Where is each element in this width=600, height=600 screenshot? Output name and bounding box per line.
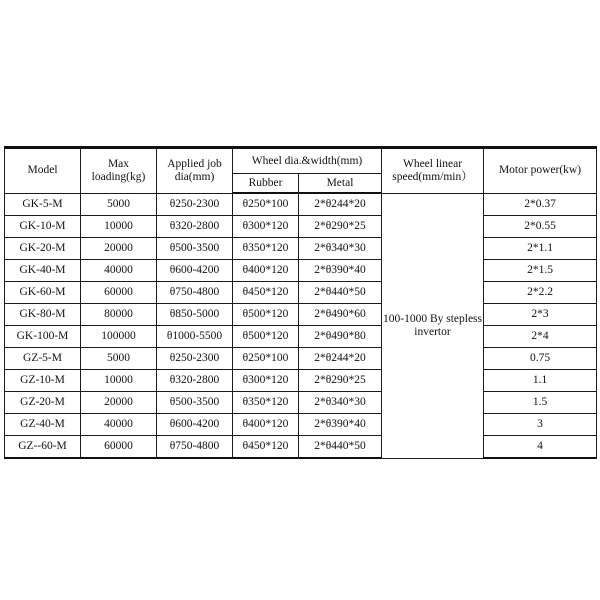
cell-max-loading: 10000: [81, 370, 157, 392]
cell-max-loading: 100000: [81, 326, 157, 348]
cell-model: GK-100-M: [5, 326, 81, 348]
cell-applied-job-dia: θ320-2800: [157, 216, 233, 238]
header-wheel-dia-width: Wheel dia.&width(mm): [233, 148, 382, 174]
table-row: [5, 216, 597, 238]
cell-wheel-metal: 2*θ340*30: [299, 392, 382, 414]
cell-wheel-rubber: θ500*120: [233, 304, 299, 326]
cell-wheel-metal: 2*θ290*25: [299, 216, 382, 238]
cell-wheel-metal: 2*θ340*30: [299, 238, 382, 260]
cell-max-loading: 60000: [81, 282, 157, 304]
table-row: [5, 414, 597, 436]
header-wheel-linear-speed: Wheel linear speed(mm/min）: [382, 148, 484, 194]
cell-motor-power: 4: [484, 436, 597, 459]
table-body: [5, 193, 597, 458]
cell-wheel-metal: 2*θ490*80: [299, 326, 382, 348]
cell-applied-job-dia: θ750-4800: [157, 282, 233, 304]
table-row: [5, 436, 597, 459]
cell-max-loading: 80000: [81, 304, 157, 326]
table-row: [5, 370, 597, 392]
cell-wheel-rubber: θ450*120: [233, 436, 299, 459]
spec-table: [4, 146, 597, 459]
table-row: [5, 193, 597, 216]
cell-wheel-rubber: θ300*120: [233, 370, 299, 392]
cell-wheel-rubber: θ400*120: [233, 414, 299, 436]
header-model: Model: [5, 148, 81, 194]
cell-motor-power: 2*1.5: [484, 260, 597, 282]
header-max-loading: Max loading(kg): [81, 148, 157, 194]
cell-applied-job-dia: θ750-4800: [157, 436, 233, 459]
cell-max-loading: 5000: [81, 348, 157, 370]
cell-applied-job-dia: θ320-2800: [157, 370, 233, 392]
cell-wheel-metal: 2*θ244*20: [299, 348, 382, 370]
cell-wheel-linear-speed: 100-1000 By stepless invertor: [382, 193, 484, 458]
cell-model: GK-20-M: [5, 238, 81, 260]
header-metal: Metal: [299, 174, 382, 194]
cell-applied-job-dia: θ250-2300: [157, 193, 233, 216]
cell-applied-job-dia: θ850-5000: [157, 304, 233, 326]
cell-wheel-metal: 2*θ290*25: [299, 370, 382, 392]
cell-wheel-rubber: θ300*120: [233, 216, 299, 238]
cell-wheel-rubber: θ400*120: [233, 260, 299, 282]
cell-motor-power: 1.1: [484, 370, 597, 392]
table-row: [5, 392, 597, 414]
cell-max-loading: 60000: [81, 436, 157, 459]
cell-wheel-metal: 2*θ390*40: [299, 414, 382, 436]
header-rubber: Rubber: [233, 174, 299, 194]
cell-wheel-rubber: θ350*120: [233, 238, 299, 260]
cell-applied-job-dia: θ600-4200: [157, 260, 233, 282]
cell-model: GK-5-M: [5, 193, 81, 216]
table-row: [5, 282, 597, 304]
cell-max-loading: 5000: [81, 193, 157, 216]
table-row: [5, 326, 597, 348]
cell-model: GZ-40-M: [5, 414, 81, 436]
cell-applied-job-dia: θ600-4200: [157, 414, 233, 436]
cell-wheel-metal: 2*θ244*20: [299, 193, 382, 216]
cell-wheel-metal: 2*θ390*40: [299, 260, 382, 282]
cell-motor-power: 1.5: [484, 392, 597, 414]
cell-max-loading: 40000: [81, 260, 157, 282]
cell-applied-job-dia: θ250-2300: [157, 348, 233, 370]
cell-applied-job-dia: θ1000-5500: [157, 326, 233, 348]
cell-wheel-metal: 2*θ440*50: [299, 436, 382, 459]
cell-wheel-metal: 2*θ490*60: [299, 304, 382, 326]
cell-model: GZ--60-M: [5, 436, 81, 459]
table-row: [5, 260, 597, 282]
cell-max-loading: 20000: [81, 392, 157, 414]
table-row: [5, 348, 597, 370]
header-applied-job-dia: Applied job dia(mm): [157, 148, 233, 194]
header-motor-power: Motor power(kw): [484, 148, 597, 194]
cell-applied-job-dia: θ500-3500: [157, 392, 233, 414]
cell-wheel-rubber: θ250*100: [233, 348, 299, 370]
cell-model: GZ-10-M: [5, 370, 81, 392]
cell-max-loading: 40000: [81, 414, 157, 436]
cell-wheel-rubber: θ450*120: [233, 282, 299, 304]
cell-motor-power: 2*2.2: [484, 282, 597, 304]
cell-applied-job-dia: θ500-3500: [157, 238, 233, 260]
cell-wheel-metal: 2*θ440*50: [299, 282, 382, 304]
cell-wheel-rubber: θ250*100: [233, 193, 299, 216]
cell-model: GK-40-M: [5, 260, 81, 282]
cell-motor-power: 0.75: [484, 348, 597, 370]
cell-motor-power: 2*0.37: [484, 193, 597, 216]
cell-max-loading: 20000: [81, 238, 157, 260]
cell-motor-power: 2*3: [484, 304, 597, 326]
cell-model: GK-60-M: [5, 282, 81, 304]
table-row: [5, 238, 597, 260]
cell-model: GZ-5-M: [5, 348, 81, 370]
cell-motor-power: 2*1.1: [484, 238, 597, 260]
table-row: [5, 304, 597, 326]
cell-model: GK-10-M: [5, 216, 81, 238]
cell-motor-power: 2*4: [484, 326, 597, 348]
cell-wheel-rubber: θ500*120: [233, 326, 299, 348]
cell-motor-power: 2*0.55: [484, 216, 597, 238]
cell-model: GZ-20-M: [5, 392, 81, 414]
cell-max-loading: 10000: [81, 216, 157, 238]
cell-wheel-rubber: θ350*120: [233, 392, 299, 414]
cell-motor-power: 3: [484, 414, 597, 436]
cell-model: GK-80-M: [5, 304, 81, 326]
